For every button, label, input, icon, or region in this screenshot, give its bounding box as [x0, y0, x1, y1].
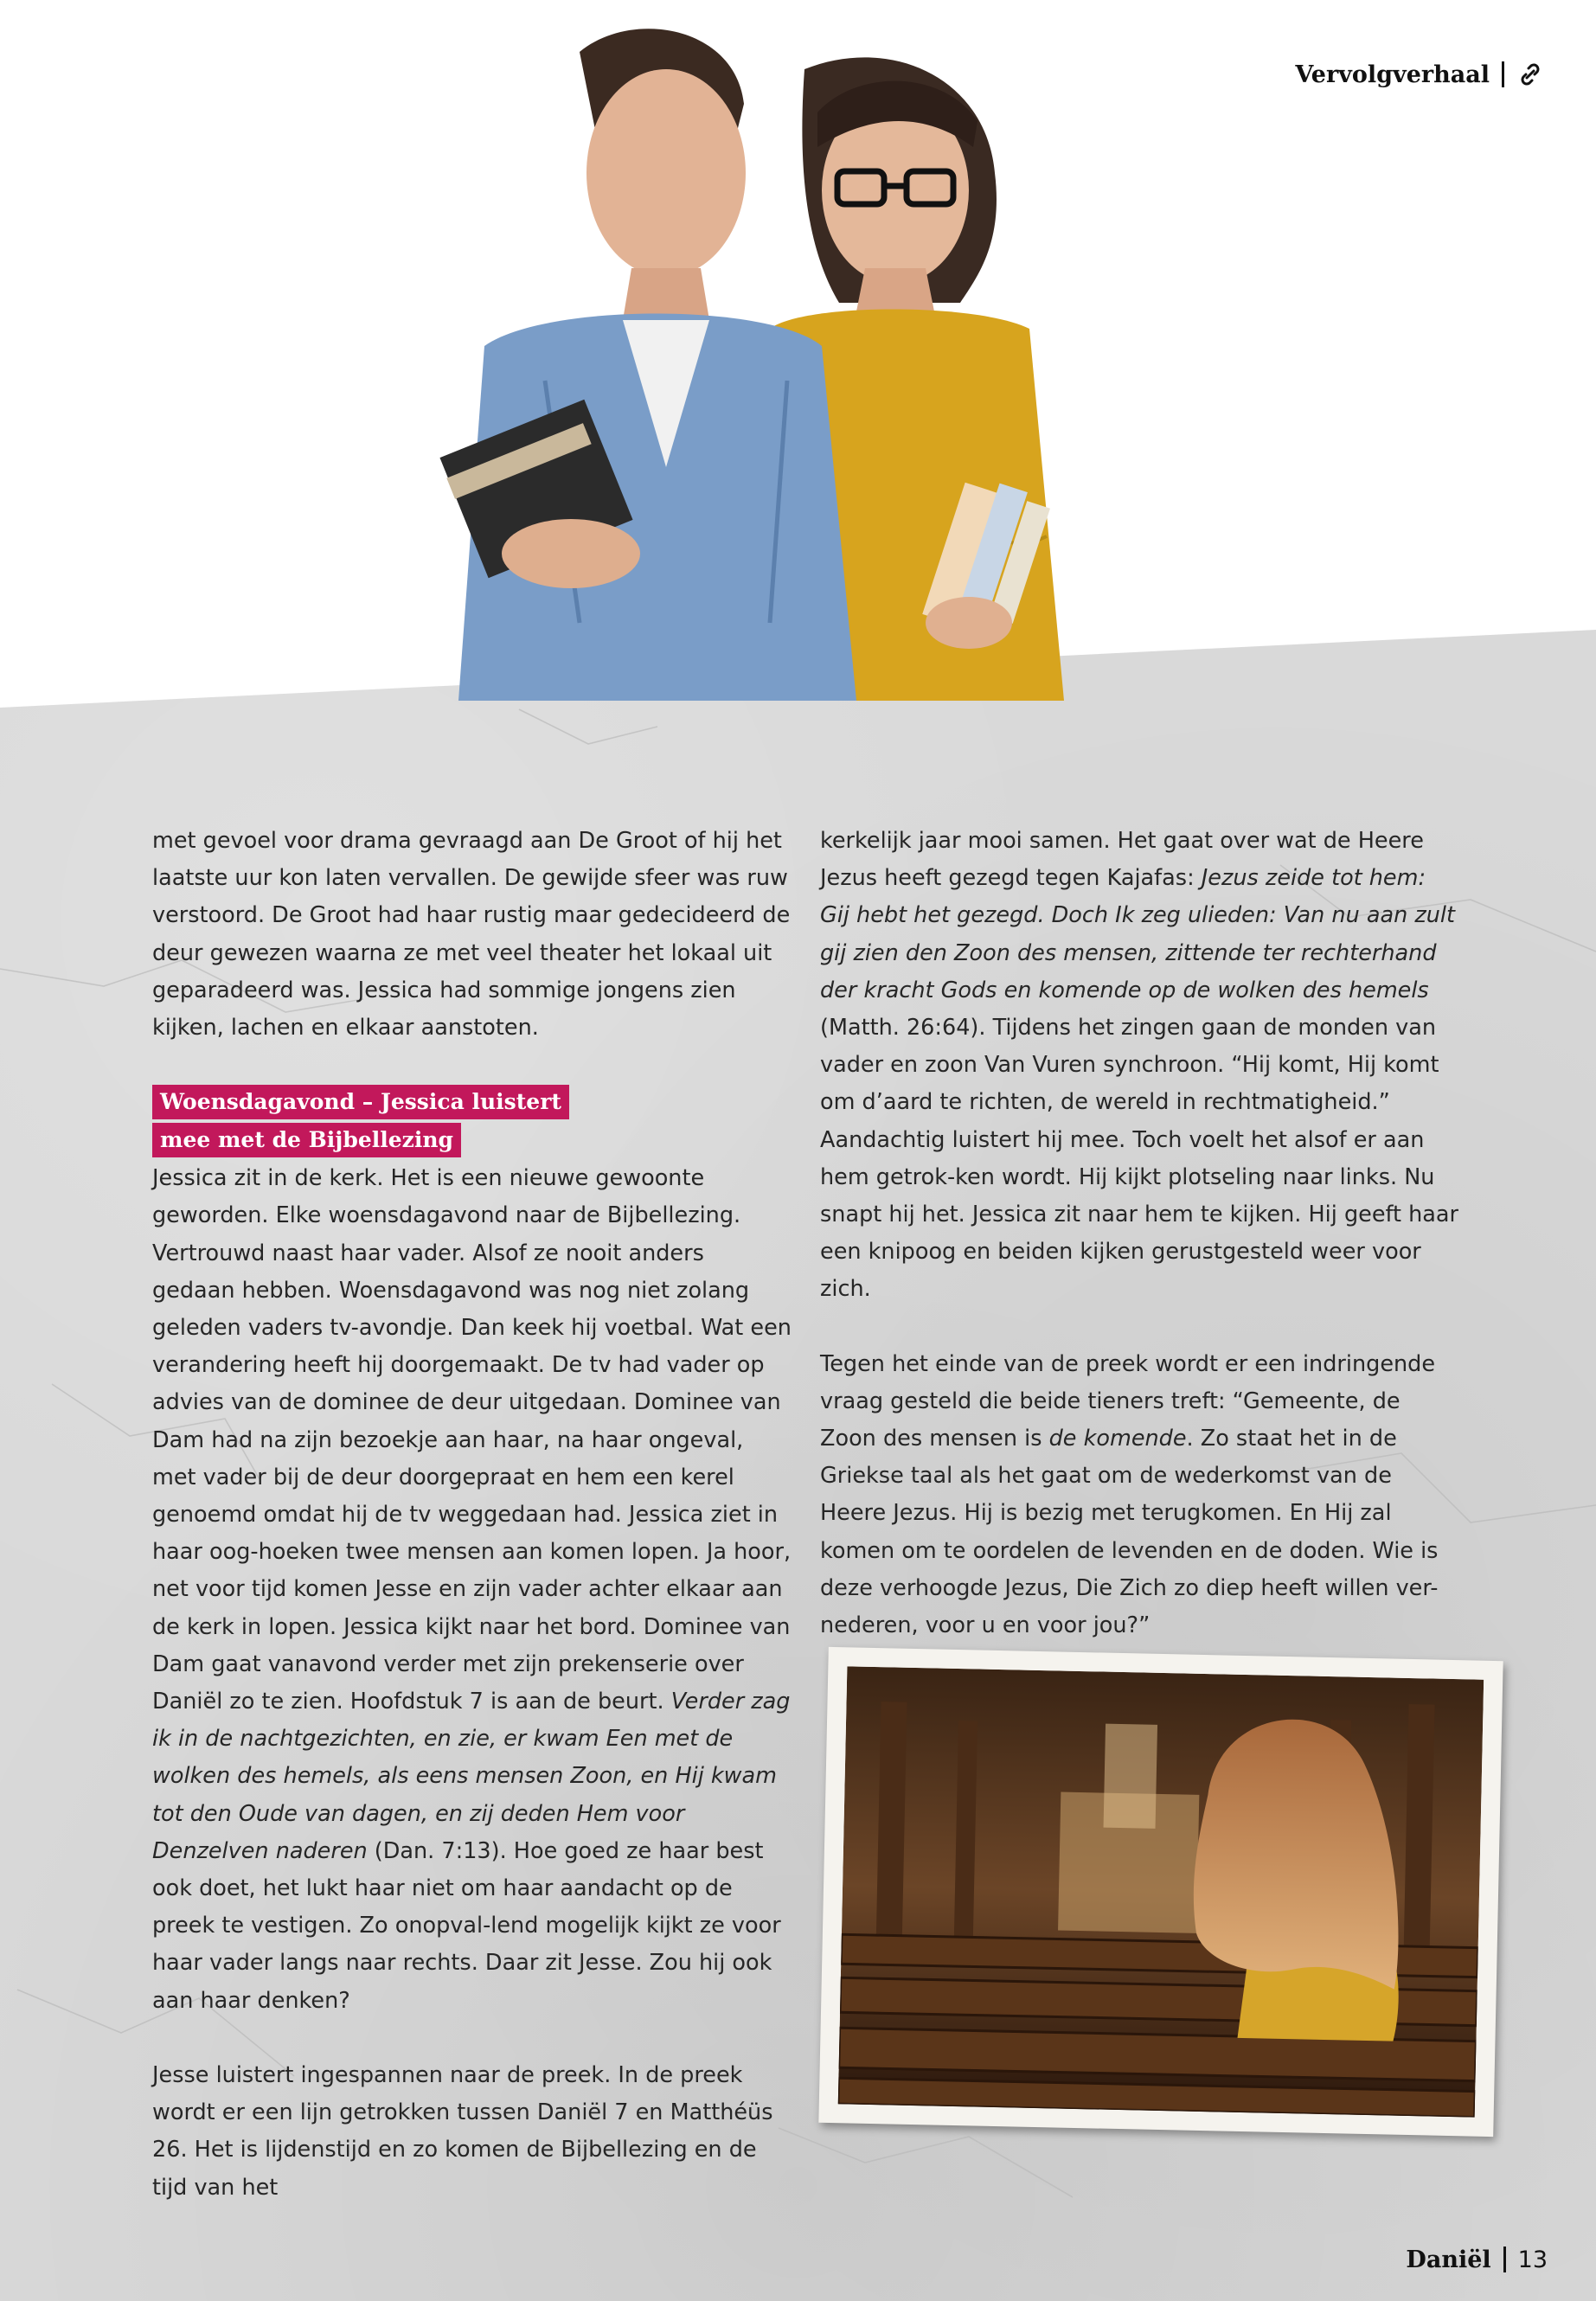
- church-photo: [838, 1666, 1484, 2117]
- subheading: [152, 1084, 792, 1160]
- de-komende-emphasis: de komende: [1048, 1426, 1187, 1452]
- magazine-name: Daniël: [1406, 2246, 1491, 2273]
- hero-photo-teens: [285, 17, 1220, 701]
- section-title: Vervolgverhaal: [1295, 61, 1490, 88]
- right-paragraph-2-after: . Zo staat het in de Griekse taal als het gaat om de wederkomst van de Heere Jezus. Hij is bezig met terugkomen. En Hij zal komen om te oordelen de levenden en de doden. Wie is deze verhoogde Jezus, Die Zich zo diep heeft willen ver-nederen, voor u en voor jou?”: [820, 1426, 1439, 1639]
- matthew-quote: Jezus zeide tot hem: Gij hebt het gezegd. Doch Ik zeg ulieden: Van nu aan zult gij zien den Zoon des mensen, zittende ter rechterhand der kracht Gods en komende op de wolken des hemels: [820, 865, 1455, 1003]
- right-paragraph-1-after: (Matth. 26:64). Tijdens het zingen gaan de monden van vader en zoon Van Vuren synchroon. “Hij komt, Hij komt om d’aard te richten, de wereld in rechtmatigheid.” Aandachtig luistert hij mee. Toch voelt het alsof er aan hem getrok-ken wordt. Hij kijkt plotseling naar links. Nu snapt hij het. Jessica zit naar hem te kijken. Hij geeft haar een knipoog en beiden kijken gerustgesteld weer voor zich.: [820, 1015, 1459, 1303]
- right-paragraph-2-before: Tegen het einde van de preek wordt er een indringende vraag gesteld die beide tieners treft: “Gemeente, de Zoon des mensen is: [820, 1350, 1436, 1452]
- boy-figure: [439, 29, 856, 701]
- daniel-quote: Verder zag ik in de nachtgezichten, en zie, er kwam Een met de wolken des hemels, als eens mensen Zoon, en Hij kwam tot den Oude van dagen, en zij deden Hem voor Denzelven naderen: [152, 1689, 791, 1864]
- right-paragraph-1-before: kerkelijk jaar mooi samen. Het gaat over wat de Heere Jezus heeft gezegd tegen Kajafas:: [820, 828, 1424, 892]
- footer-divider: [1503, 2247, 1506, 2272]
- section-label: [1295, 57, 1544, 92]
- section-divider: [1502, 61, 1504, 87]
- left-paragraph-2-after: (Dan. 7:13). Hoe goed ze haar best ook doet, het lukt haar niet om haar aandacht op de preek te vestigen. Zo onopval-lend mogelijk kijkt ze voor haar vader langs naar rechts. Daar zit Jesse. Zou hij ook aan haar denken?: [152, 1837, 781, 2014]
- subheading-line-2: mee met de Bijbellezing: [152, 1123, 461, 1157]
- right-column: [820, 823, 1460, 1644]
- left-paragraph-3: Jesse luistert ingespannen naar de preek. In de preek wordt er een lijn getrokken tussen Daniël 7 en Matthéüs 26. Het is lijdenstijd en zo komen de Bijbellezing en de tijd van het: [152, 2061, 773, 2201]
- left-paragraph-2: [152, 1160, 792, 2020]
- left-paragraph-1: met gevoel voor drama gevraagd aan De Groot of hij het laatste uur kon laten vervallen. De gewijde sfeer was ruw verstoord. De Groot had haar rustig maar gedecideerd de deur gewezen waarna ze met veel theater het lokaal uit geparadeerd was. Jessica had sommige jongens zien kijken, lachen en elkaar aanstoten.: [152, 828, 791, 1042]
- church-photo-frame: [818, 1647, 1503, 2137]
- right-paragraph-2: [820, 1346, 1460, 1645]
- subheading-line-1: Woensdagavond – Jessica luistert: [152, 1085, 569, 1119]
- right-paragraph-1: [820, 823, 1460, 1309]
- left-paragraph-2-text: Jessica zit in de kerk. Het is een nieuwe gewoonte geworden. Elke woensdagavond naar de Bijbellezing. Vertrouwd naast haar vader. Alsof ze nooit anders gedaan hebben. Woensdagavond was nog niet zolang geleden vaders tv-avondje. Dan keek hij voetbal. Wat een verandering heeft hij doorgemaakt. De tv had vader op advies van de dominee de deur uitgedaan. Dominee van Dam had na zijn bezoekje aan haar, na haar ongeval, met vader bij de deur doorgepraat en hem een kerel genoemd omdat hij de tv weggedaan had. Jessica ziet in haar oog-hoeken twee mensen aan komen lopen. Ja hoor, net voor tijd komen Jesse en zijn vader achter elkaar aan de kerk in lopen. Jessica kijkt naar het bord. Dominee van Dam gaat vanavond verder met zijn prekenserie over Daniël zo te zien. Hoofdstuk 7 is aan de beurt.: [152, 1165, 792, 1715]
- link-icon: [1516, 61, 1544, 88]
- page-number: 13: [1517, 2246, 1548, 2273]
- page-footer: [1406, 2242, 1548, 2277]
- left-column: [152, 823, 792, 2207]
